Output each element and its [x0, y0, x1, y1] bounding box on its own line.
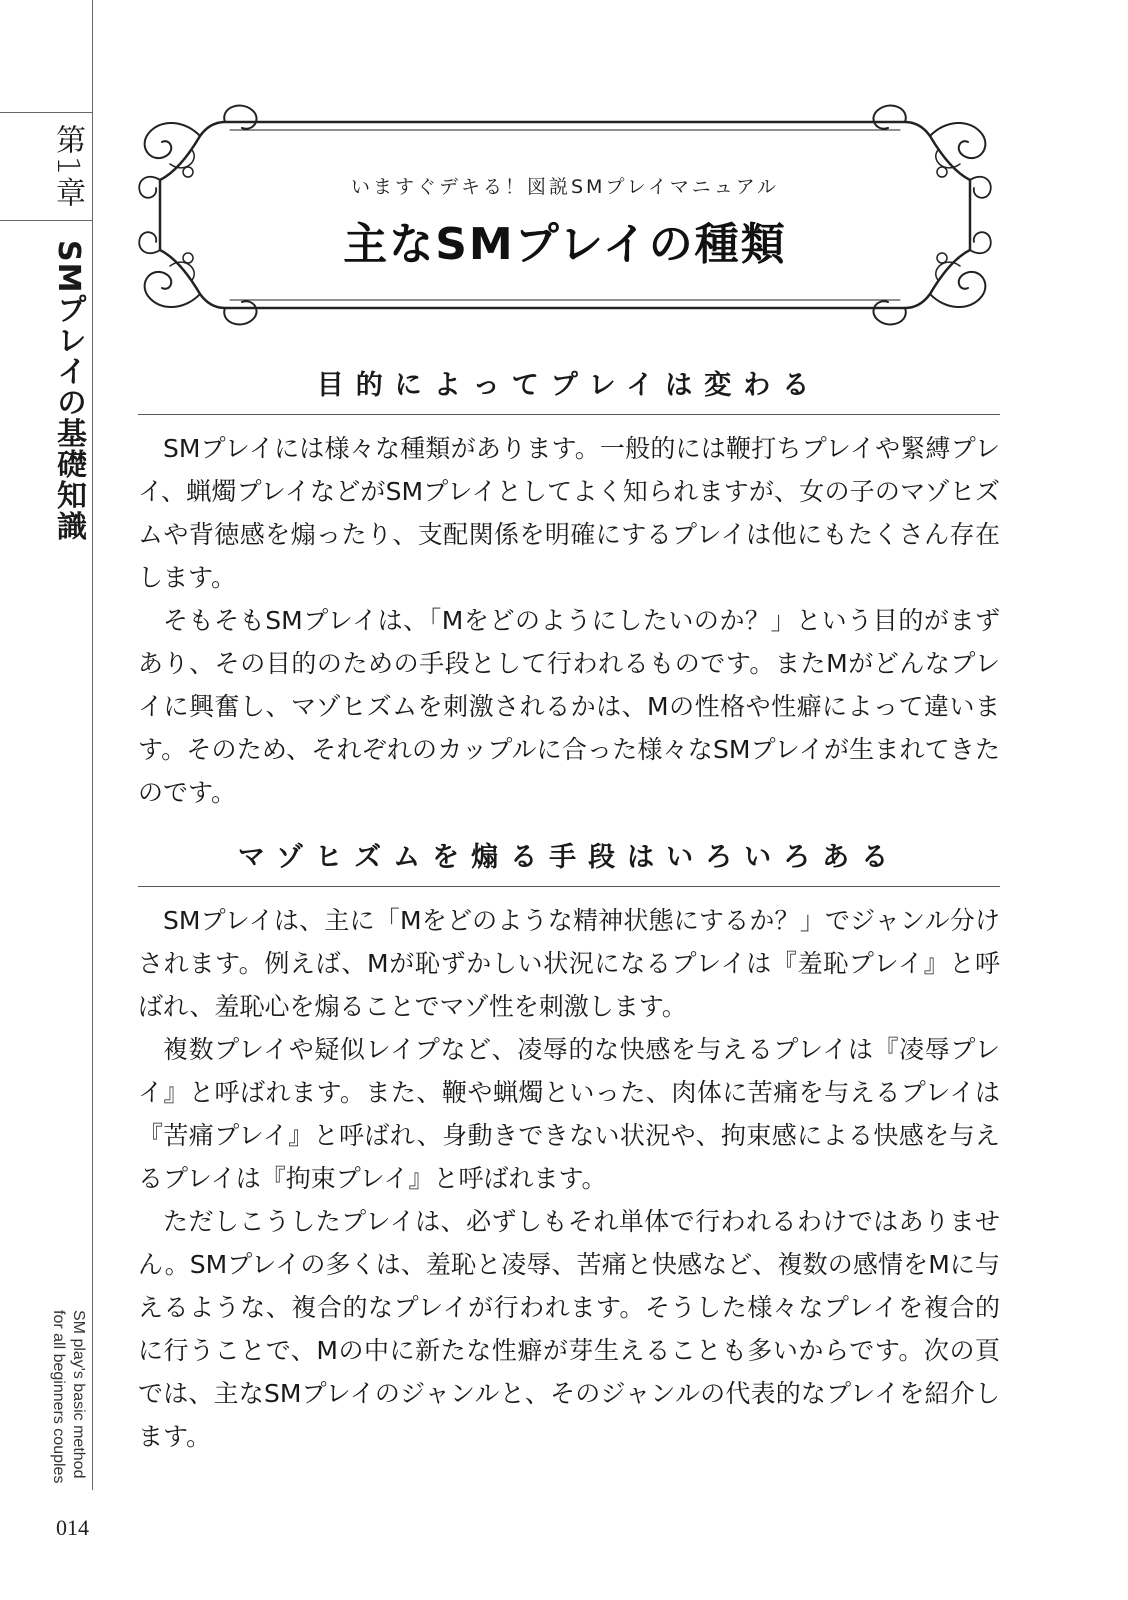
paragraph: 複数プレイや疑似レイプなど、凌辱的な快感を与えるプレイは『凌辱プレイ』と呼ばれます。また、鞭や蝋燭といった、肉体に苦痛を与えるプレイは『苦痛プレイ』と呼ばれ、身動きできない状況や、拘束感による快感を与えるプレイは『拘束プレイ』と呼ばれます。	[138, 1035, 1000, 1193]
sidebar-divider-top	[0, 112, 92, 113]
page-title: 主なSMプレイの種類	[343, 219, 787, 270]
chapter-title: SMプレイの基礎知識	[51, 240, 86, 542]
paragraph: ただしこうしたプレイは、必ずしもそれ単体で行われるわけではありません。SMプレイの多くは、羞恥と凌辱、苦痛と快感など、複数の感情をMに与えるような、複合的なプレイが行われます。そうした様々なプレイを複合的に行うことで、Mの中に新たな性癖が芽生えることも多いからです。次の頁では、主なSMプレイのジャンルと、そのジャンルの代表的なプレイを紹介します。	[138, 1207, 1000, 1451]
paragraph: そもそもSMプレイは、「Mをどのようにしたいのか？」という目的がまずあり、その目的のための手段として行われるものです。またMがどんなプレイに興奮し、マゾヒズムを刺激されるかは、Mの性格や性癖によって違います。そのため、それぞれのカップルに合った様々なSMプレイが生まれてきたのです。	[138, 606, 1000, 807]
page-number: 014	[56, 1515, 89, 1540]
sidebar-vertical-rule	[92, 0, 93, 1490]
section-purpose	[138, 362, 1000, 814]
chapter-label: 第1章	[50, 124, 85, 210]
paragraph: SMプレイは、主に「Mをどのような精神状態にするか？」でジャンル分けされます。例えば、Mが恥ずかしい状況になるプレイは『羞恥プレイ』と呼ばれ、羞恥心を煽ることでマゾ性を刺激します。	[138, 906, 1000, 1021]
section-methods	[138, 834, 1000, 1458]
series-kicker: いますぐデキる！図説SMプレイマニュアル	[351, 176, 779, 198]
section-heading: マゾヒズムを煽る手段はいろいろある	[138, 834, 1000, 887]
section-heading: 目的によってプレイは変わる	[138, 362, 1000, 415]
title-frame	[130, 100, 1000, 330]
paragraph: SMプレイには様々な種類があります。一般的には鞭打ちプレイや緊縛プレイ、蝋燭プレイなどがSMプレイとしてよく知られますが、女の子のマゾヒズムや背徳感を煽ったり、支配関係を明確にするプレイは他にもたくさん存在します。	[138, 434, 1000, 592]
sidebar-divider-bottom	[0, 220, 92, 221]
english-subtitle: SM play's basic method for all beginners couples	[50, 1310, 87, 1484]
